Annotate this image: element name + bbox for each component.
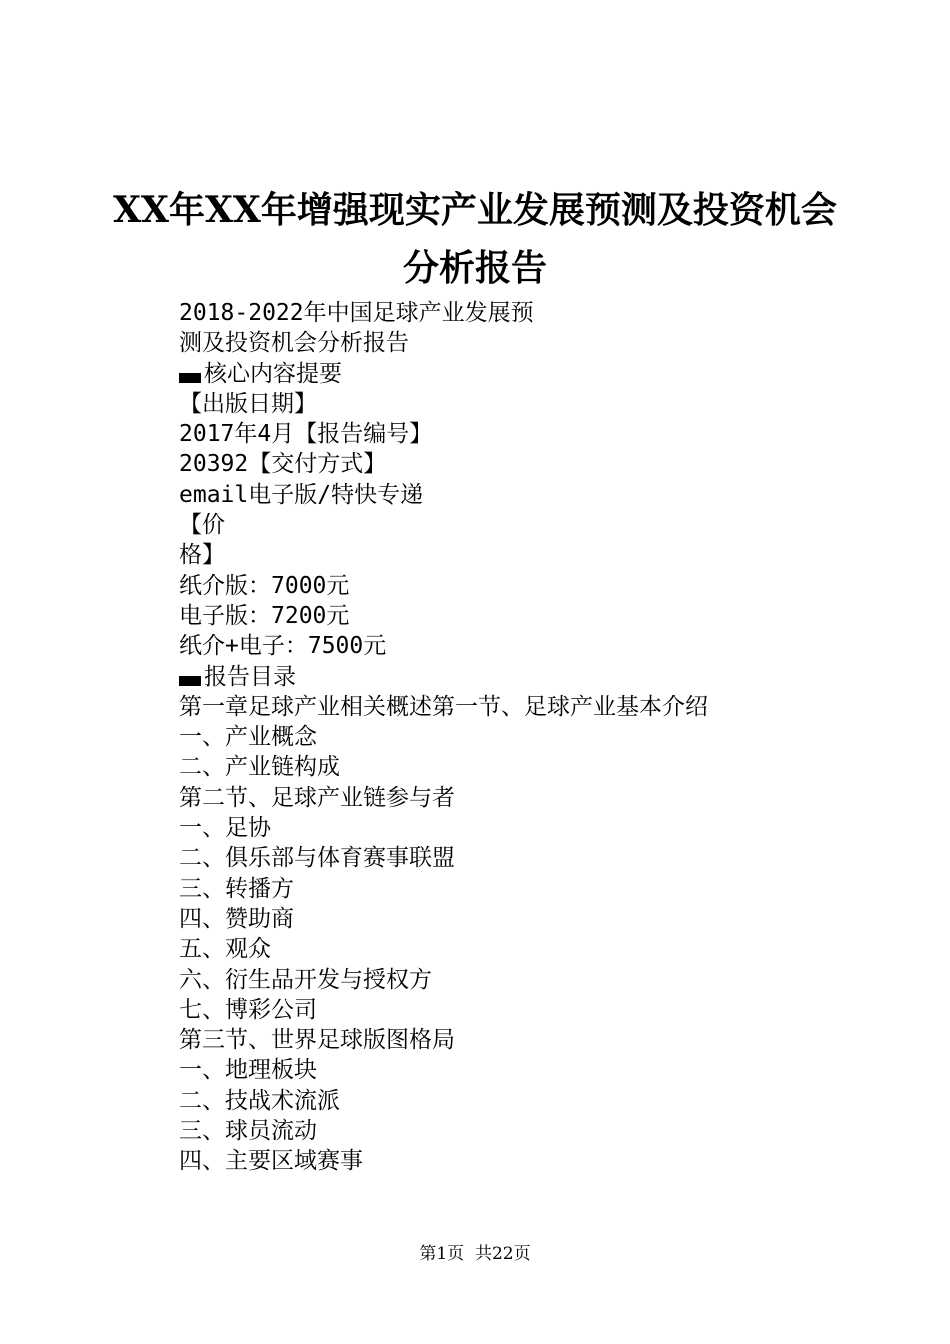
body-line-text: email电子版/特快专递 (179, 481, 424, 508)
body-line (179, 510, 879, 540)
body-line-text: 二、俱乐部与体育赛事联盟 (179, 845, 455, 872)
square-bullet-icon (179, 676, 201, 686)
body-line-text: 六、衍生品开发与授权方 (179, 966, 432, 993)
document-body (179, 298, 879, 1177)
body-line (179, 662, 879, 692)
body-line (179, 1086, 879, 1116)
body-line-text: 三、球员流动 (179, 1118, 317, 1145)
body-line-text: 四、赞助商 (179, 905, 294, 932)
body-line-text: 五、观众 (179, 936, 271, 963)
body-line (179, 540, 879, 570)
body-line-text: 测及投资机会分析报告 (179, 330, 409, 357)
body-line (179, 722, 879, 752)
body-line (179, 843, 879, 873)
body-line-text: 纸介版：7000元 (179, 572, 350, 599)
body-line-text: 第一章足球产业相关概述第一节、足球产业基本介绍 (179, 693, 708, 720)
body-line (179, 692, 879, 722)
body-line-text: 一、足协 (179, 815, 271, 842)
body-line (179, 783, 879, 813)
body-line-text: 报告目录 (204, 663, 296, 690)
body-line (179, 601, 879, 631)
document-title-line-1: XX年XX年增强现实产业发展预测及投资机会 (113, 189, 837, 231)
body-line-text: 20392【交付方式】 (179, 451, 387, 478)
body-line (179, 874, 879, 904)
body-line-text: 第二节、足球产业链参与者 (179, 784, 455, 811)
body-line-text: 第三节、世界足球版图格局 (179, 1027, 455, 1054)
body-line-text: 七、博彩公司 (179, 996, 317, 1023)
body-line (179, 995, 879, 1025)
body-line (179, 328, 879, 358)
body-line (179, 480, 879, 510)
body-line (179, 1116, 879, 1146)
body-line-text: 二、技战术流派 (179, 1087, 340, 1114)
square-bullet-icon (179, 373, 201, 383)
body-line-text: 【出版日期】 (179, 390, 317, 417)
body-line (179, 298, 879, 328)
body-line (179, 359, 879, 389)
body-line (179, 419, 879, 449)
page-footer: 第1页 共22页 (419, 1244, 531, 1264)
body-line (179, 1055, 879, 1085)
body-line-text: 四、主要区域赛事 (179, 1148, 363, 1175)
document-title-line-2: 分析报告 (402, 247, 547, 289)
body-line-text: 核心内容提要 (204, 360, 342, 387)
body-line-text: 格】 (179, 542, 225, 569)
body-line (179, 813, 879, 843)
body-line-text: 2017年4月【报告编号】 (179, 421, 433, 448)
body-line-text: 【价 (179, 512, 225, 539)
body-line-text: 一、产业概念 (179, 724, 317, 751)
body-line-text: 二、产业链构成 (179, 754, 340, 781)
body-line (179, 934, 879, 964)
body-line (179, 752, 879, 782)
body-line-text: 纸介+电子：7500元 (179, 633, 387, 660)
body-line-text: 三、转播方 (179, 875, 294, 902)
body-line (179, 904, 879, 934)
body-line (179, 571, 879, 601)
body-line (179, 631, 879, 661)
body-line (179, 1025, 879, 1055)
body-line (179, 965, 879, 995)
body-line (179, 1146, 879, 1176)
body-line-text: 2018-2022年中国足球产业发展预 (179, 300, 534, 326)
body-line (179, 389, 879, 419)
body-line (179, 449, 879, 479)
body-line-text: 一、地理板块 (179, 1057, 317, 1084)
body-line-text: 电子版：7200元 (179, 602, 350, 629)
